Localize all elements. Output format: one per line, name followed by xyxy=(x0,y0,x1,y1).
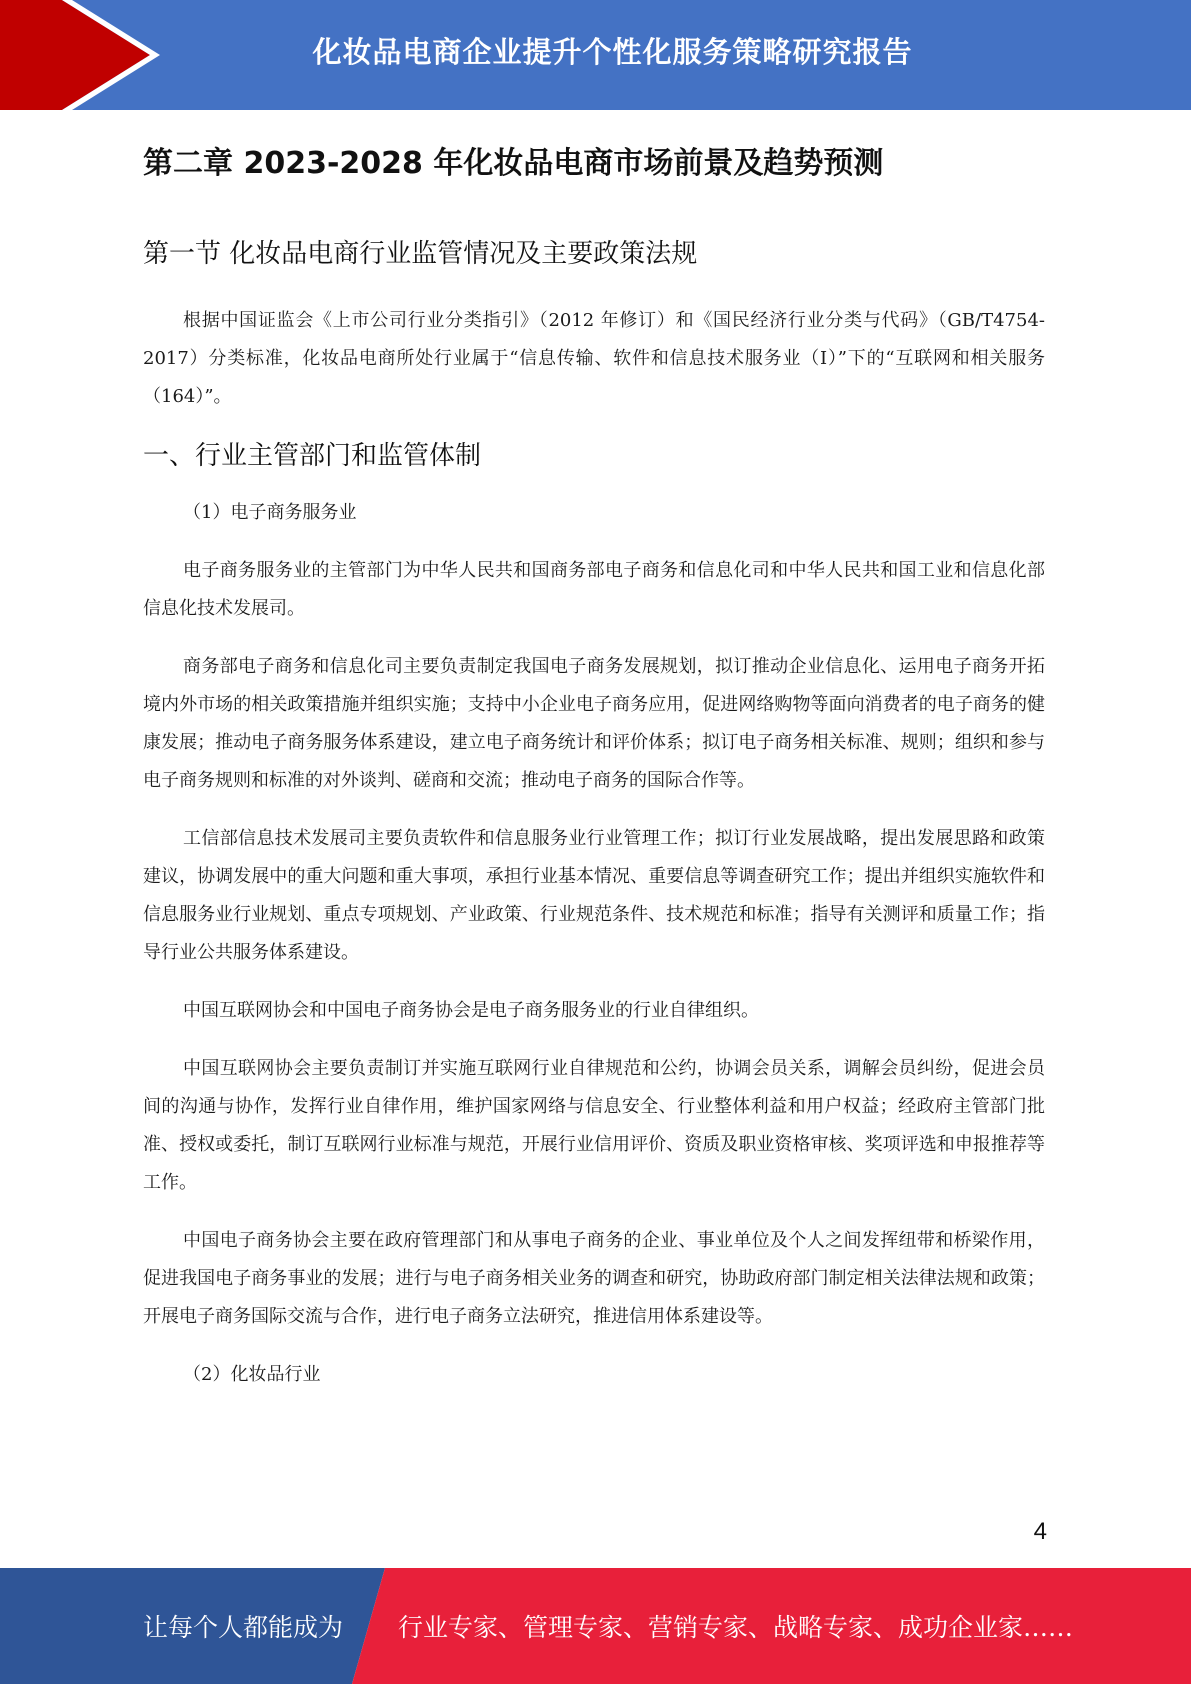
chapter-title: 第二章 2023-2028 年化妆品电商市场前景及趋势预测 xyxy=(143,146,884,181)
intro-paragraph: 根据中国证监会《上市公司行业分类指引》（2012 年修订）和《国民经济行业分类与代码》（GB/T4754-2017）分类标准，化妆品电商所处行业属于“信息传输、软件和信息技术服务业（I）”下的“互联网和相关服务（164）”。 xyxy=(143,310,1045,407)
section-title: 第一节 化妆品电商行业监管情况及主要政策法规 xyxy=(143,239,698,269)
subsection-title: 一、行业主管部门和监管体制 xyxy=(143,441,482,471)
page-content xyxy=(143,130,1045,1394)
footer-band xyxy=(0,1568,1191,1684)
body-paragraph: 中国互联网协会主要负责制订并实施互联网行业自律规范和公约，协调会员关系，调解会员纠纷，促进会员间的沟通与协作，发挥行业自律作用，维护国家网络与信息安全、行业整体利益和用户权益；经政府主管部门批准、授权或委托，制订互联网行业标准与规范，开展行业信用评价、资质及职业资格审核、奖项评选和申报推荐等工作。 xyxy=(143,1058,1045,1193)
footer-slogan-right: 行业专家、管理专家、营销专家、战略专家、成功企业家…… xyxy=(398,1613,1074,1642)
footer-slogan-left: 让每个人都能成为 xyxy=(143,1613,344,1642)
body-paragraph: 电子商务服务业的主管部门为中华人民共和国商务部电子商务和信息化司和中华人民共和国工业和信息化部信息化技术发展司。 xyxy=(143,560,1045,619)
header-band xyxy=(0,0,1191,110)
item-label: （1）电子商务服务业 xyxy=(183,502,357,523)
body-paragraph: 中国电子商务协会主要在政府管理部门和从事电子商务的企业、事业单位及个人之间发挥纽带和桥梁作用，促进我国电子商务事业的发展；进行与电子商务相关业务的调查和研究，协助政府部门制定相关法律法规和政策；开展电子商务国际交流与合作，进行电子商务立法研究，推进信用体系建设等。 xyxy=(143,1230,1045,1327)
body-paragraph: 工信部信息技术发展司主要负责软件和信息服务业行业管理工作；拟订行业发展战略，提出发展思路和政策建议，协调发展中的重大问题和重大事项，承担行业基本情况、重要信息等调查研究工作；提出并组织实施软件和信息服务业行业规划、重点专项规划、产业政策、行业规范条件、技术规范和标准；指导有关测评和质量工作；指导行业公共服务体系建设。 xyxy=(143,828,1045,963)
report-title: 化妆品电商企业提升个性化服务策略研究报告 xyxy=(312,34,913,69)
item-label: （2）化妆品行业 xyxy=(183,1364,321,1385)
page-number: 4 xyxy=(1033,1518,1047,1545)
body-paragraph: 商务部电子商务和信息化司主要负责制定我国电子商务发展规划，拟订推动企业信息化、运用电子商务开拓境内外市场的相关政策措施并组织实施；支持中小企业电子商务应用，促进网络购物等面向消费者的电子商务的健康发展；推动电子商务服务体系建设，建立电子商务统计和评价体系；拟订电子商务相关标准、规则；组织和参与电子商务规则和标准的对外谈判、磋商和交流；推动电子商务的国际合作等。 xyxy=(143,656,1045,791)
body-paragraph: 中国互联网协会和中国电子商务协会是电子商务服务业的行业自律组织。 xyxy=(183,1000,759,1021)
